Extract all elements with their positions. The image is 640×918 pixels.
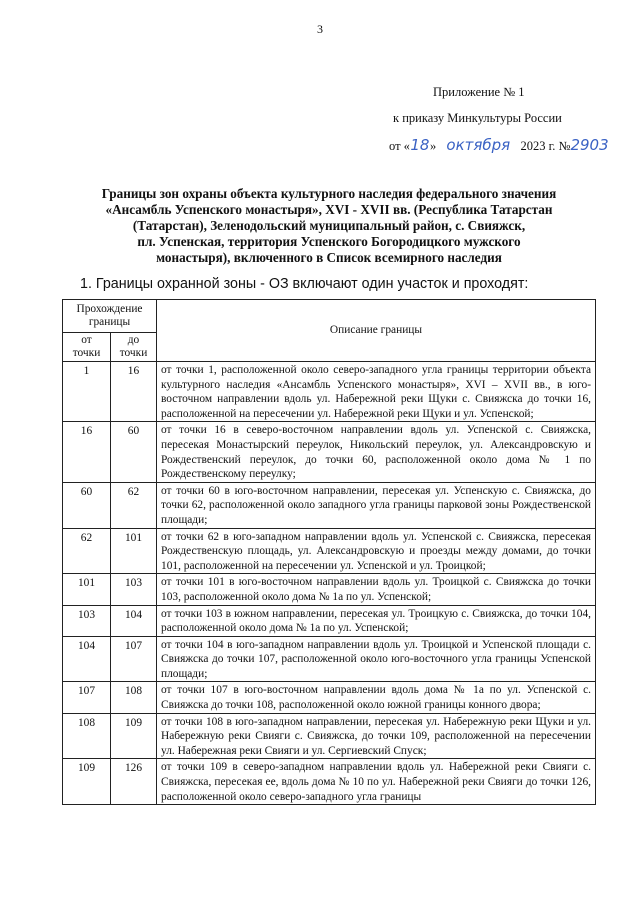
title-line: Границы зон охраны объекта культурного наследия федерального значения [101,186,557,201]
from-point: 1 [63,362,111,422]
appendix-label: Приложение № 1 [433,85,525,99]
table-row [63,605,596,636]
boundary-description: от точки 60 в юго-восточном направлении, пересекая ул. Успенскую с. Свияжска, до точки 62, расположенной около западного угла границы парковой зоны Рождественской площади; [157,482,596,528]
boundary-description: от точки 104 в юго-западном направлении вдоль ул. Троицкой и Успенской площади с. Свияжска до точки 107, расположенной около юго-восточного угла границы Успенской площади; [157,636,596,682]
header-description: Описание границы [157,300,596,362]
section-heading: 1. Границы охранной зоны - ОЗ включают один участок и проходят: [80,276,529,292]
table-row [63,682,596,713]
table-row [63,362,596,422]
boundary-description: от точки 62 в юго-западном направлении вдоль ул. Успенской с. Свияжска, пересекая Рождественскую площадь, ул. Александровскую и проезды между домами, до точки 101, расположенной на пересечении ул. Успенской и ул. Троицкой; [157,528,596,574]
header-from: от точки [63,333,111,362]
table-row [63,528,596,574]
to-point: 103 [111,574,157,605]
boundary-description: от точки 1, расположенной около северо-западного угла границы территории объекта культурного наследия «Ансамбль Успенского монастыря», XVI – XVII вв., в юго-восточном направлении вдоль ул. Набережной реки Щуки с. Свияжска до точки 16, расположенной на пересечении ул. Набережной реки Щуки и ул. Успенской; [157,362,596,422]
handwritten-order-number: 2903 [570,136,609,154]
boundary-description: от точки 109 в северо-западном направлении вдоль ул. Набережной реки Свияги с. Свияжска, пересекая ее, вдоль дома № 10 по ул. Набережной реки Свияги до точки 126, расположенной около северо-западного угла границы [157,759,596,805]
table-row [63,422,596,482]
boundary-description: от точки 101 в юго-восточном направлении вдоль ул. Троицкой с. Свияжска до точки 103, расположенной около дома № 1а по ул. Успенской; [157,574,596,605]
date-year: 2023 г. № [520,139,571,153]
from-point: 60 [63,482,111,528]
boundary-description: от точки 16 в северо-восточном направлении вдоль ул. Успенской с. Свияжска, пересекая Монастырский переулок, Никольский переулок, ул. Александровскую и Рождественский переулок, до точки 60, расположенной около дома № 1 по Рождественскому переулку; [157,422,596,482]
to-point: 108 [111,682,157,713]
to-point: 126 [111,759,157,805]
handwritten-day: 18 [410,136,430,154]
order-reference: к приказу Минкультуры России [393,111,562,125]
boundary-description: от точки 108 в юго-западном направлении, пересекая ул. Набережную реки Щуки и ул. Набережную реки Свияги с. Свияжска, до точки 109, расположенной на пересечении ул. Набережная реки Свияги и ул. Сергиевский Спуск; [157,713,596,759]
header-passage: Прохождение границы [63,300,157,333]
to-point: 60 [111,422,157,482]
date-prefix: от « [389,139,410,153]
to-point: 107 [111,636,157,682]
boundary-description: от точки 103 в южном направлении, пересекая ул. Троицкую с. Свияжска, до точки 104, расположенной около дома № 1а по ул. Успенской; [157,605,596,636]
header-to: до точки [111,333,157,362]
table-row [63,636,596,682]
boundary-description: от точки 107 в юго-восточном направлении вдоль дома № 1а по ул. Успенской с. Свияжска до точки 108, расположенной около южной границы конного двора; [157,682,596,713]
page-number: 3 [317,22,323,36]
table-row [63,574,596,605]
to-point: 109 [111,713,157,759]
handwritten-month: октября [446,136,511,154]
from-point: 101 [63,574,111,605]
date-day-close: » [429,139,437,153]
table-row [63,713,596,759]
to-point: 104 [111,605,157,636]
from-point: 16 [63,422,111,482]
from-point: 107 [63,682,111,713]
order-date-line [389,136,609,154]
table-row [63,482,596,528]
from-point: 62 [63,528,111,574]
from-point: 108 [63,713,111,759]
title-line: (Татарстан), Зеленодольский муниципальный район, с. Свияжск, [132,218,526,233]
boundary-table [62,299,596,805]
from-point: 104 [63,636,111,682]
to-point: 101 [111,528,157,574]
title-line: пл. Успенская, территория Успенского Богородицкого мужского [137,234,521,249]
from-point: 103 [63,605,111,636]
document-title [66,186,592,266]
table-row [63,759,596,805]
title-line: «Ансамбль Успенского монастыря», XVI - XVII вв. (Республика Татарстан [105,202,553,217]
title-line: монастыря), включенного в Список всемирного наследия [156,250,502,265]
to-point: 62 [111,482,157,528]
to-point: 16 [111,362,157,422]
from-point: 109 [63,759,111,805]
